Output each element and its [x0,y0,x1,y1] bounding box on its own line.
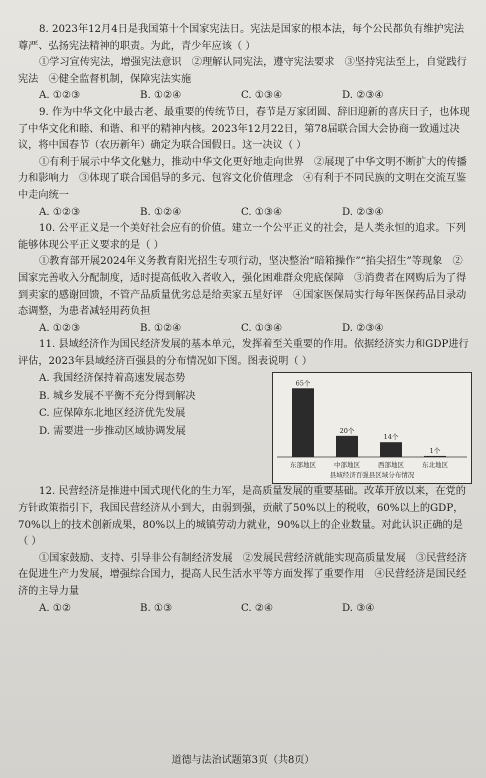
q12-option-b: B. ①③ [140,602,173,614]
bar-value-label: 65个 [295,379,311,388]
q9-option-c: C. ①③④ [241,206,283,218]
q11-option-c: C. 应保障东北地区经济优先发展 [39,408,186,420]
q9-stem: 9. 作为中华文化中最古老、最重要的传统节日，春节是万家团圆、辞旧迎新的喜庆日子，也体现了中华文化和睦、和谐、和平的精神内核。2023年12月22日，第78届联合国大会协商一致通过决议，将中国春节（农历新年）确定为联合国假日。这一决议（ ） [18,106,470,152]
q9-option-a: A. ①②③ [39,206,81,218]
q12-options [39,601,472,618]
q11-stem: 11. 县域经济作为国民经济发展的基本单元，发挥着至关重要的作用。依据经济实力和GDP进行评估，2023年县域经济百强县的分布情况如下图。图表说明（ ） [18,339,469,367]
county-distribution-chart [272,372,472,484]
q8-option-d: D. ②③④ [342,90,384,102]
category-label: 东北地区 [422,461,448,470]
category-label: 东部地区 [290,461,316,470]
q10-option-b: B. ①②④ [140,322,182,334]
q11-body [18,370,472,484]
q8-statements: ①学习宣传宪法，增强宪法意识 ②理解认同宪法，遵守宪法要求 ③坚持宪法至上，自觉践行宪法 ④健全监督机制，保障宪法实施 [18,57,467,85]
bar-东北地区 [424,456,446,457]
q8-option-b: B. ①②④ [140,90,182,102]
q8-options [39,88,472,105]
q12-option-d: D. ③④ [342,602,375,614]
q11-options [39,370,262,484]
q12-option-c: C. ②④ [241,602,274,614]
bar-西部地区 [380,443,402,458]
q8-stem: 8. 2023年12月4日是我国第十个国家宪法日。宪法是国家的根本法，每个公民都负有维护宪法尊严、弘扬宪法精神的职责。为此，青少年应该（ ） [18,24,465,52]
q10-options [39,321,472,338]
q11-option-b: B. 城乡发展不平衡不充分得到解决 [39,390,196,402]
q12-option-a: A. ①② [39,602,72,614]
category-label: 西部地区 [378,461,404,470]
chart-title: 县域经济百强县区域分布情况 [329,471,415,480]
q9-options [39,205,472,222]
q10-option-c: C. ①③④ [241,322,283,334]
q8-option-c: C. ①③④ [241,90,283,102]
q12-statements: ①国家鼓励、支持、引导非公有制经济发展 ②发展民营经济就能实现高质量发展 ③民营经济在促进生产力发展，增强综合国力，提高人民生活水平等方面发挥了重要作用 ④民营经济是国民经济的主导力量 [18,552,467,598]
q11-option-a: A. 我国经济保持着高速发展态势 [39,373,186,385]
q9-statements: ①有利于展示中华文化魅力，推动中华文化更好地走向世界 ②展现了中华文明不断扩大的传播力和影响力 ③体现了联合国倡导的多元、包容文化价值理念 ④有利于不同民族的文明在交流互鉴中走向统一 [18,156,467,201]
q12-stem: 12. 民营经济是推进中国式现代化的生力军，是高质量发展的重要基础。改革开放以来，在党的方针政策指引下，我国民营经济从小到大，由弱到强，贡献了50%以上的税收，60%以上的GDP，70%以上的技术创新成果，80%以上的城镇劳动力就业，90%以上的企业数量。对此认识正确的是（ ） [18,486,466,548]
q9-option-b: B. ①②④ [140,206,182,218]
q8-option-a: A. ①②③ [39,90,81,102]
page-footer: 道德与法治试题第3页（共8页） [171,755,315,767]
bar-东部地区 [292,389,314,458]
bar-中部地区 [336,436,358,457]
q11-option-d: D. 需要进一步推动区域协调发展 [39,425,186,437]
q10-option-a: A. ①②③ [39,322,81,334]
q10-option-d: D. ②③④ [342,322,384,334]
category-label: 中部地区 [334,461,360,470]
q9-option-d: D. ②③④ [342,206,384,218]
bar-value-label: 1个 [429,447,441,456]
bar-chart-svg [273,373,471,483]
q10-stem: 10. 公平正义是一个美好社会应有的价值。建立一个公平正义的社会，是人类永恒的追求。下列能够体现公平正义要求的是（ ） [18,223,466,251]
bar-value-label: 14个 [383,433,399,442]
q10-statements: ①教育部开展2024年义务教育阳光招生专项行动，坚决整治“暗箱操作”“掐尖招生”等现象 ②国家完善收入分配制度，适时提高低收入者收入，强化困难群众兜底保障 ③消费者在网购后为了得到卖家的感谢回馈，不管产品质量优劣总是给卖家五星好评 ④国家医保局实行每年医保药品目录动态调整，为患者减轻用药负担 [18,256,467,318]
bar-value-label: 20个 [339,427,355,436]
